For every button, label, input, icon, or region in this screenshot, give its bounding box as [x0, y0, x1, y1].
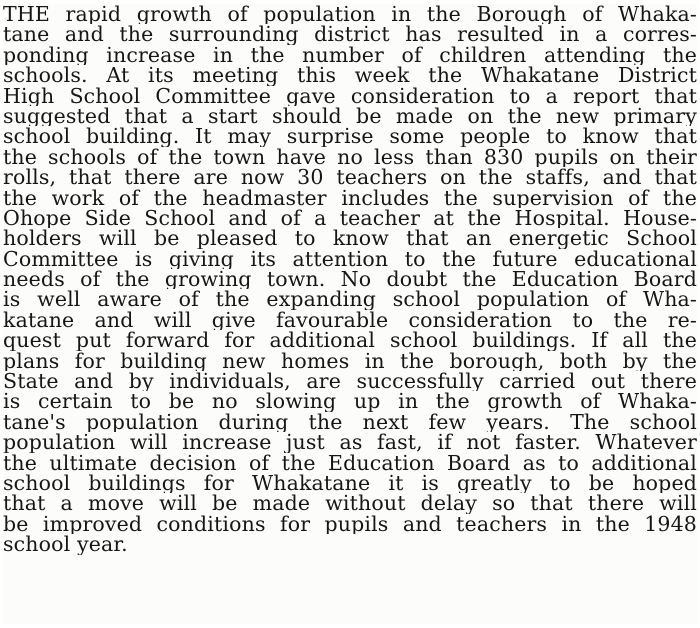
- article-line: suggested that a start should be made on the new primary: [3, 105, 697, 127]
- article-line: school buildings for Whakatane it is greatly to be hoped: [3, 472, 697, 494]
- article-line: holders will be pleased to know that an energetic School: [3, 228, 697, 249]
- article-line: tane's population during the next few years. The school: [3, 411, 697, 433]
- article-line: be improved conditions for pupils and teachers in the 1948: [3, 513, 697, 535]
- article-line: katane and will give favourable consideration to the re-: [3, 309, 697, 331]
- article-line: schools. At its meeting this week the Whakatane District: [3, 65, 697, 86]
- newspaper-clipping: [3, 4, 697, 624]
- article-line: tane and the surrounding district has resulted in a corres-: [3, 24, 697, 45]
- article-line: the schools of the town have no less than 830 pupils on their: [3, 146, 697, 168]
- article-line: the work of the headmaster includes the supervision of the: [3, 187, 697, 208]
- article-line: quest put forward for additional school buildings. If all the: [3, 330, 697, 351]
- article-line: that a move will be made without delay so that there will: [3, 493, 697, 514]
- article-line: needs of the growing town. No doubt the Education Board: [3, 269, 697, 290]
- article-line: THE rapid growth of population in the Borough of Whaka-: [3, 4, 697, 25]
- article-line: High School Committee gave consideration to a report that: [3, 85, 697, 106]
- article-line: population will increase just as fast, if not faster. Whatever: [3, 432, 697, 453]
- article-line: State and by individuals, are successfully carried out there: [3, 371, 697, 392]
- article-line: school year.: [3, 534, 128, 555]
- article-line: Ohope Side School and of a teacher at the Hospital. House-: [3, 207, 697, 229]
- editorial-article: [3, 4, 697, 555]
- article-line: plans for building new homes in the borough, both by the: [3, 350, 697, 372]
- article-line: is well aware of the expanding school population of Wha-: [3, 289, 697, 310]
- article-line: is certain to be no slowing up in the growth of Whaka-: [3, 391, 697, 412]
- article-line: school building. It may surprise some people to know that: [3, 126, 697, 147]
- article-line: ponding increase in the number of children attending the: [3, 44, 697, 66]
- article-line: rolls, that there are now 30 teachers on the staffs, and that: [3, 167, 697, 188]
- article-line: Committee is giving its attention to the future educational: [3, 248, 697, 270]
- article-line: the ultimate decision of the Education Board as to additional: [3, 452, 697, 473]
